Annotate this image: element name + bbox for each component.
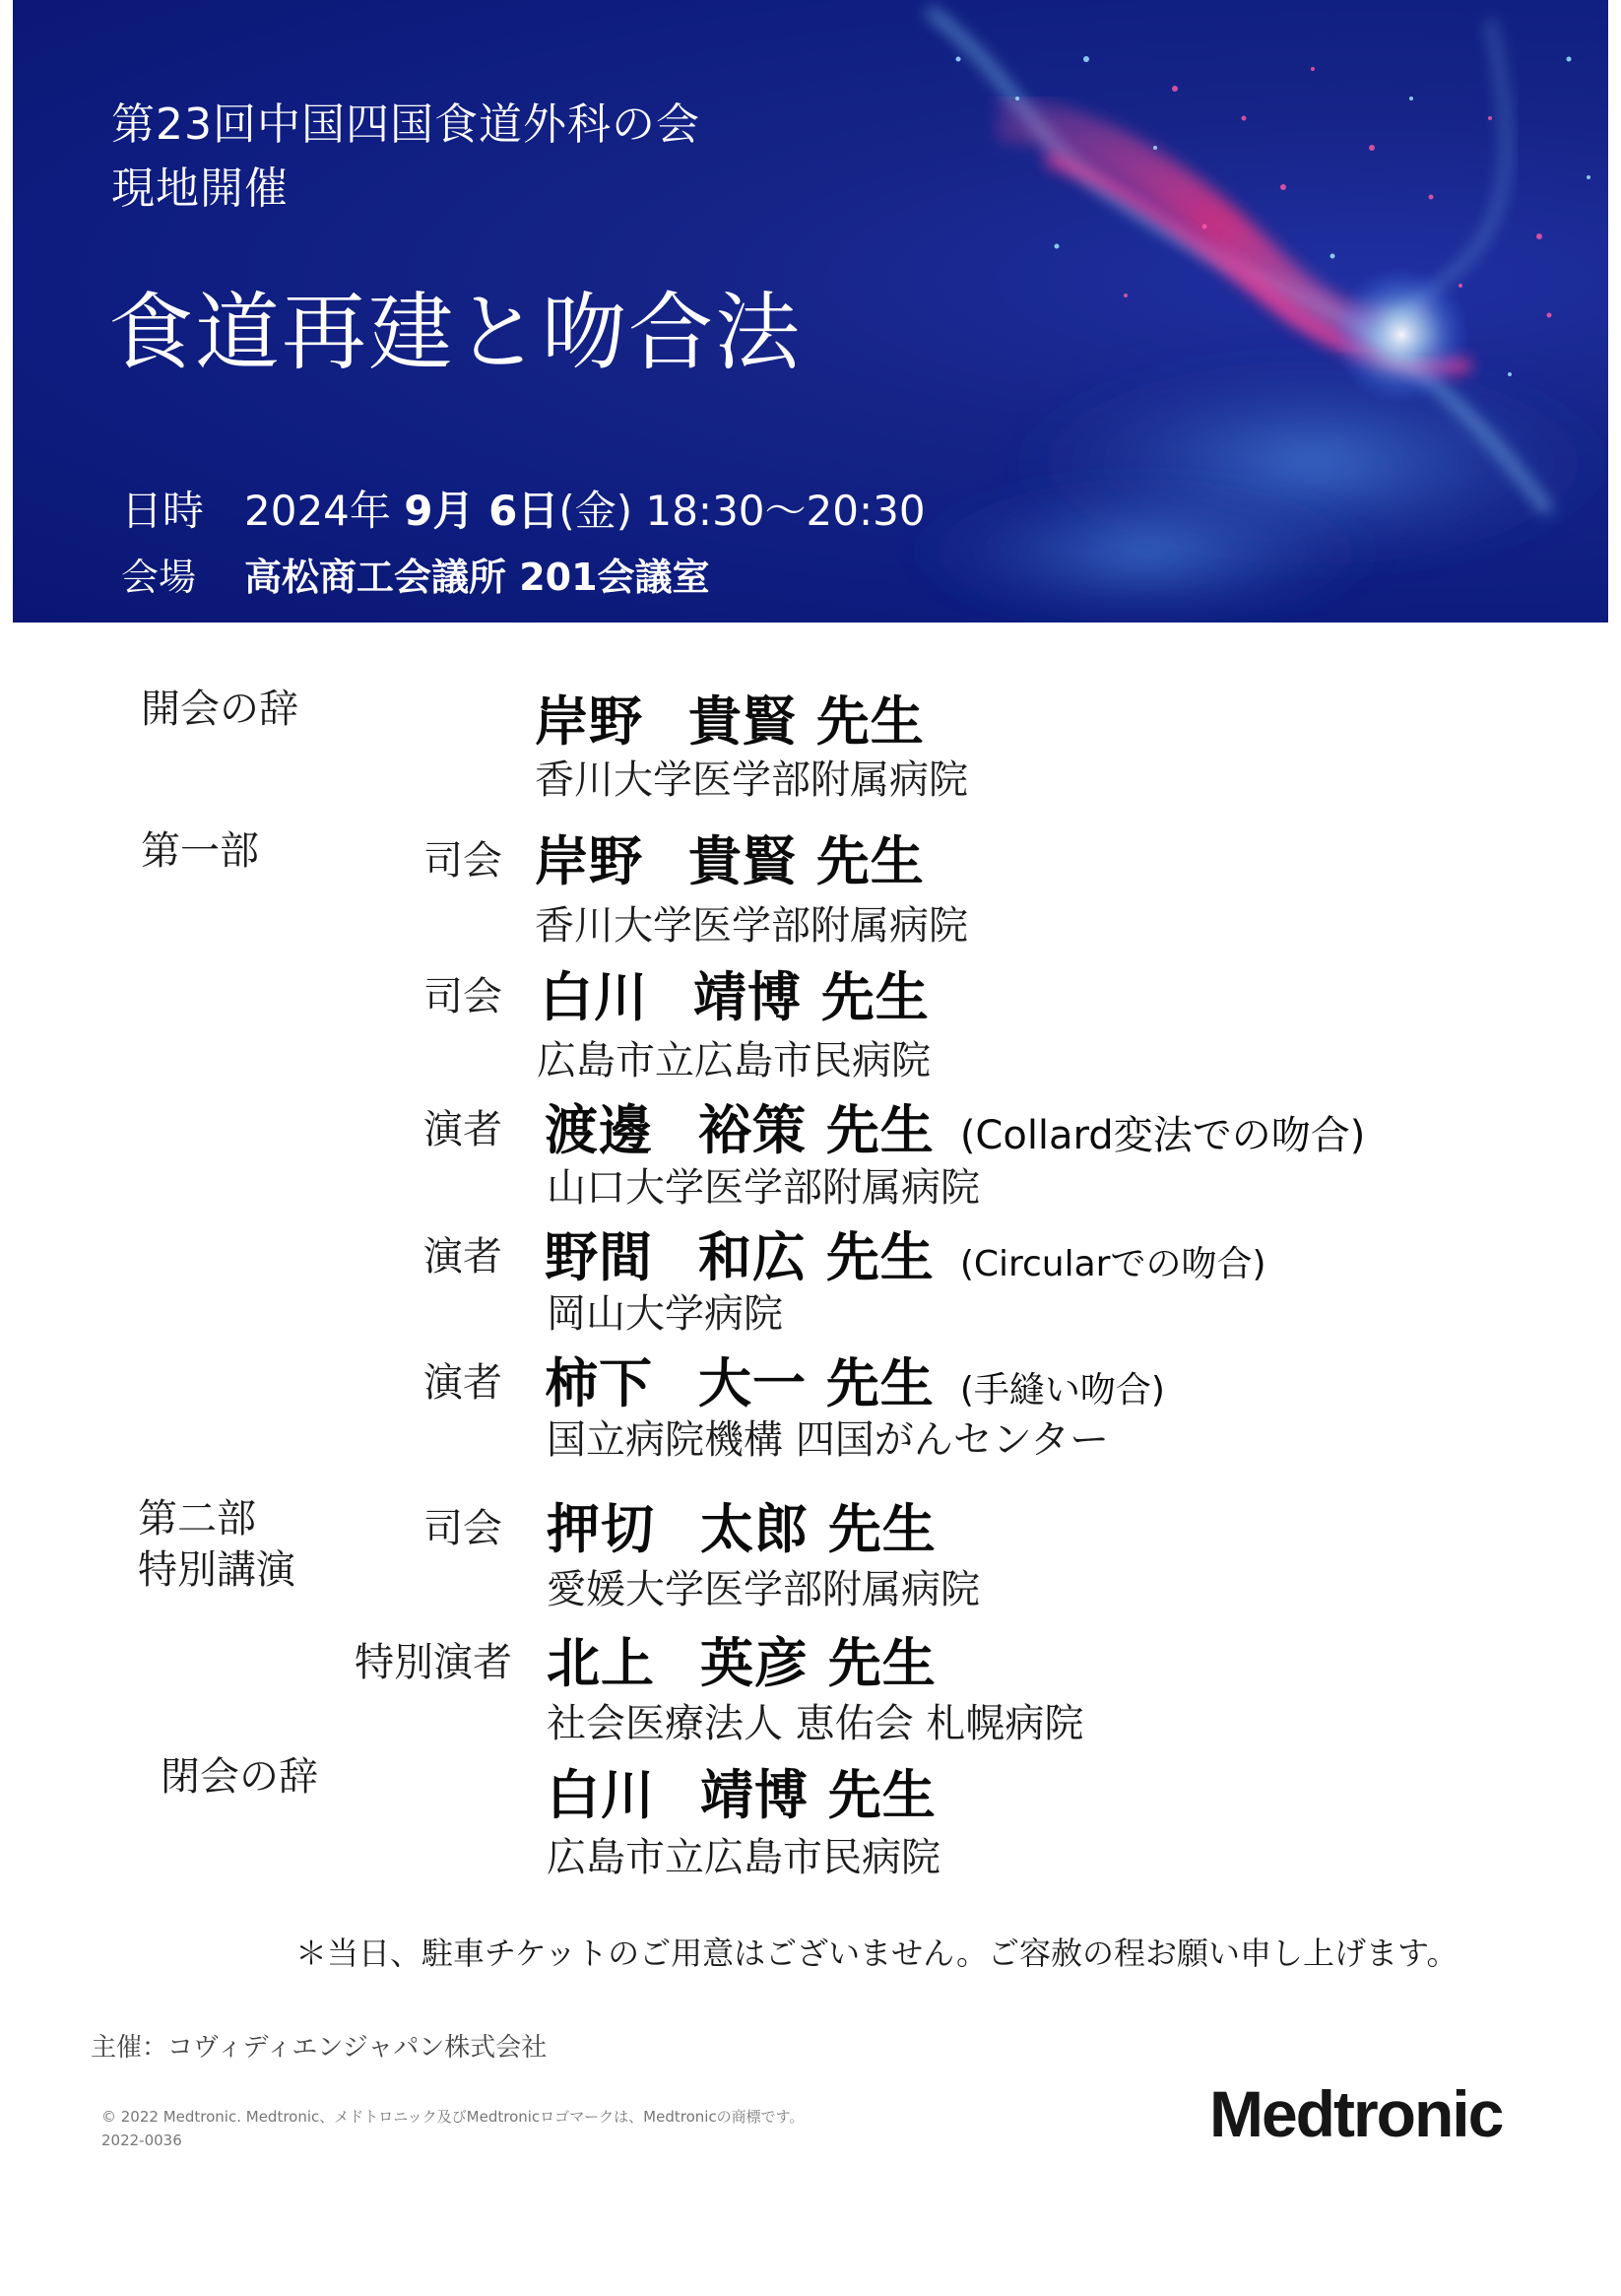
date-day-unit: 日 bbox=[517, 487, 559, 535]
speaker-given-name: 靖博 bbox=[693, 966, 802, 1028]
section-special-lecture: 特別講演 bbox=[138, 1547, 295, 1593]
opening-speaker bbox=[535, 680, 925, 755]
speaker-surname: 岸野 bbox=[535, 830, 643, 892]
speaker-given-name: 靖博 bbox=[700, 1764, 809, 1826]
speaker-given-name: 貴賢 bbox=[688, 690, 797, 753]
part1-speaker-1 bbox=[540, 955, 930, 1031]
lecture-topic: (手縫い吻合) bbox=[959, 1370, 1165, 1410]
opening-affiliation: 香川大学医学部附属病院 bbox=[535, 757, 968, 803]
speaker-given-name: 和広 bbox=[698, 1226, 807, 1288]
speaker-given-name: 英彦 bbox=[700, 1632, 809, 1694]
part1-speaker-3 bbox=[545, 1215, 1266, 1291]
section-opening: 開会の辞 bbox=[141, 687, 298, 732]
document-code: 2022-0036 bbox=[101, 2132, 182, 2149]
part1-affiliation-1: 広島市立広島市民病院 bbox=[537, 1038, 931, 1083]
lecture-topic: (Circularでの吻合) bbox=[959, 1244, 1266, 1284]
date-label: 日時 bbox=[121, 487, 205, 535]
speaker-given-name: 裕策 bbox=[698, 1099, 807, 1161]
medtronic-logo: Medtronic bbox=[1209, 2077, 1503, 2150]
section-closing: 閉会の辞 bbox=[161, 1754, 318, 1800]
speaker-given-name: 貴賢 bbox=[688, 830, 797, 892]
parking-note: ＊当日、駐車チケットのご用意はございません。ご容赦の程お願い申し上げます。 bbox=[295, 1935, 1459, 1972]
speaker-surname: 北上 bbox=[547, 1632, 655, 1694]
section-part1: 第一部 bbox=[141, 828, 259, 874]
venue-label: 会場 bbox=[121, 556, 197, 599]
meeting-name: 第23回中国四国食道外科の会 bbox=[111, 99, 700, 150]
part1-speaker-2 bbox=[545, 1088, 1365, 1164]
closing-speaker bbox=[547, 1753, 937, 1829]
page-title: 食道再建と吻合法 bbox=[108, 284, 802, 382]
date-weekday: (金) bbox=[558, 487, 633, 535]
speaker-honorific: 先生 bbox=[825, 1099, 935, 1161]
speaker-surname: 岸野 bbox=[535, 690, 643, 753]
date-year: 2024年 bbox=[244, 487, 405, 535]
speaker-honorific: 先生 bbox=[827, 1764, 937, 1826]
copyright-notice: © 2022 Medtronic. Medtronic、メドトロニック及びMedtronicロゴマークは、Medtronicの商標です。 bbox=[101, 2108, 805, 2126]
part1-role-2: 演者 bbox=[423, 1107, 502, 1152]
speaker-surname: 白川 bbox=[540, 966, 648, 1028]
part1-affiliation-2: 山口大学医学部附属病院 bbox=[547, 1165, 980, 1211]
speaker-surname: 押切 bbox=[547, 1498, 655, 1560]
section-part2: 第二部 bbox=[138, 1496, 256, 1542]
lecture-topic: (Collard変法での吻合) bbox=[959, 1113, 1366, 1158]
meeting-format: 現地開催 bbox=[111, 164, 289, 214]
part2-affiliation-1: 社会医療法人 恵佑会 札幌病院 bbox=[547, 1701, 1084, 1746]
part1-role-1: 司会 bbox=[423, 974, 502, 1019]
speaker-given-name: 大一 bbox=[698, 1352, 807, 1414]
speaker-surname: 柿下 bbox=[545, 1352, 653, 1414]
speaker-honorific: 先生 bbox=[815, 830, 925, 892]
part2-speaker-1 bbox=[547, 1621, 937, 1697]
speaker-honorific: 先生 bbox=[827, 1498, 937, 1560]
part1-affiliation-4: 国立病院機構 四国がんセンター bbox=[547, 1417, 1110, 1463]
date-month-unit: 月 bbox=[432, 487, 489, 535]
part2-affiliation-0: 愛媛大学医学部附属病院 bbox=[547, 1567, 980, 1612]
speaker-honorific: 先生 bbox=[825, 1352, 935, 1414]
part1-affiliation-0: 香川大学医学部附属病院 bbox=[535, 903, 968, 949]
speaker-surname: 白川 bbox=[547, 1764, 655, 1826]
part2-role-0: 司会 bbox=[423, 1506, 502, 1551]
speaker-surname: 野間 bbox=[545, 1226, 653, 1288]
speaker-honorific: 先生 bbox=[815, 690, 925, 753]
event-date bbox=[244, 479, 926, 538]
event-time: 18:30〜20:30 bbox=[632, 487, 926, 535]
speaker-given-name: 太郎 bbox=[700, 1498, 809, 1560]
speaker-honorific: 先生 bbox=[820, 966, 930, 1028]
part1-speaker-4 bbox=[545, 1342, 1165, 1417]
part1-role-0: 司会 bbox=[423, 838, 502, 884]
date-day: 6 bbox=[488, 487, 518, 535]
speaker-surname: 渡邊 bbox=[545, 1099, 653, 1161]
date-month: 9 bbox=[404, 487, 433, 535]
venue-name: 高松商工会議所 201会議室 bbox=[244, 556, 710, 599]
part1-role-4: 演者 bbox=[423, 1360, 502, 1406]
part1-speaker-0 bbox=[535, 820, 925, 895]
closing-affiliation: 広島市立広島市民病院 bbox=[547, 1835, 940, 1880]
organizer: 主催：コヴィディエンジャパン株式会社 bbox=[91, 2033, 548, 2063]
speaker-honorific: 先生 bbox=[827, 1632, 937, 1694]
part1-role-3: 演者 bbox=[423, 1234, 502, 1279]
header-banner bbox=[13, 0, 1608, 623]
part2-speaker-0 bbox=[547, 1487, 937, 1563]
speaker-honorific: 先生 bbox=[825, 1226, 935, 1288]
part1-affiliation-3: 岡山大学病院 bbox=[547, 1291, 783, 1337]
part2-role-1: 特別演者 bbox=[355, 1640, 512, 1685]
